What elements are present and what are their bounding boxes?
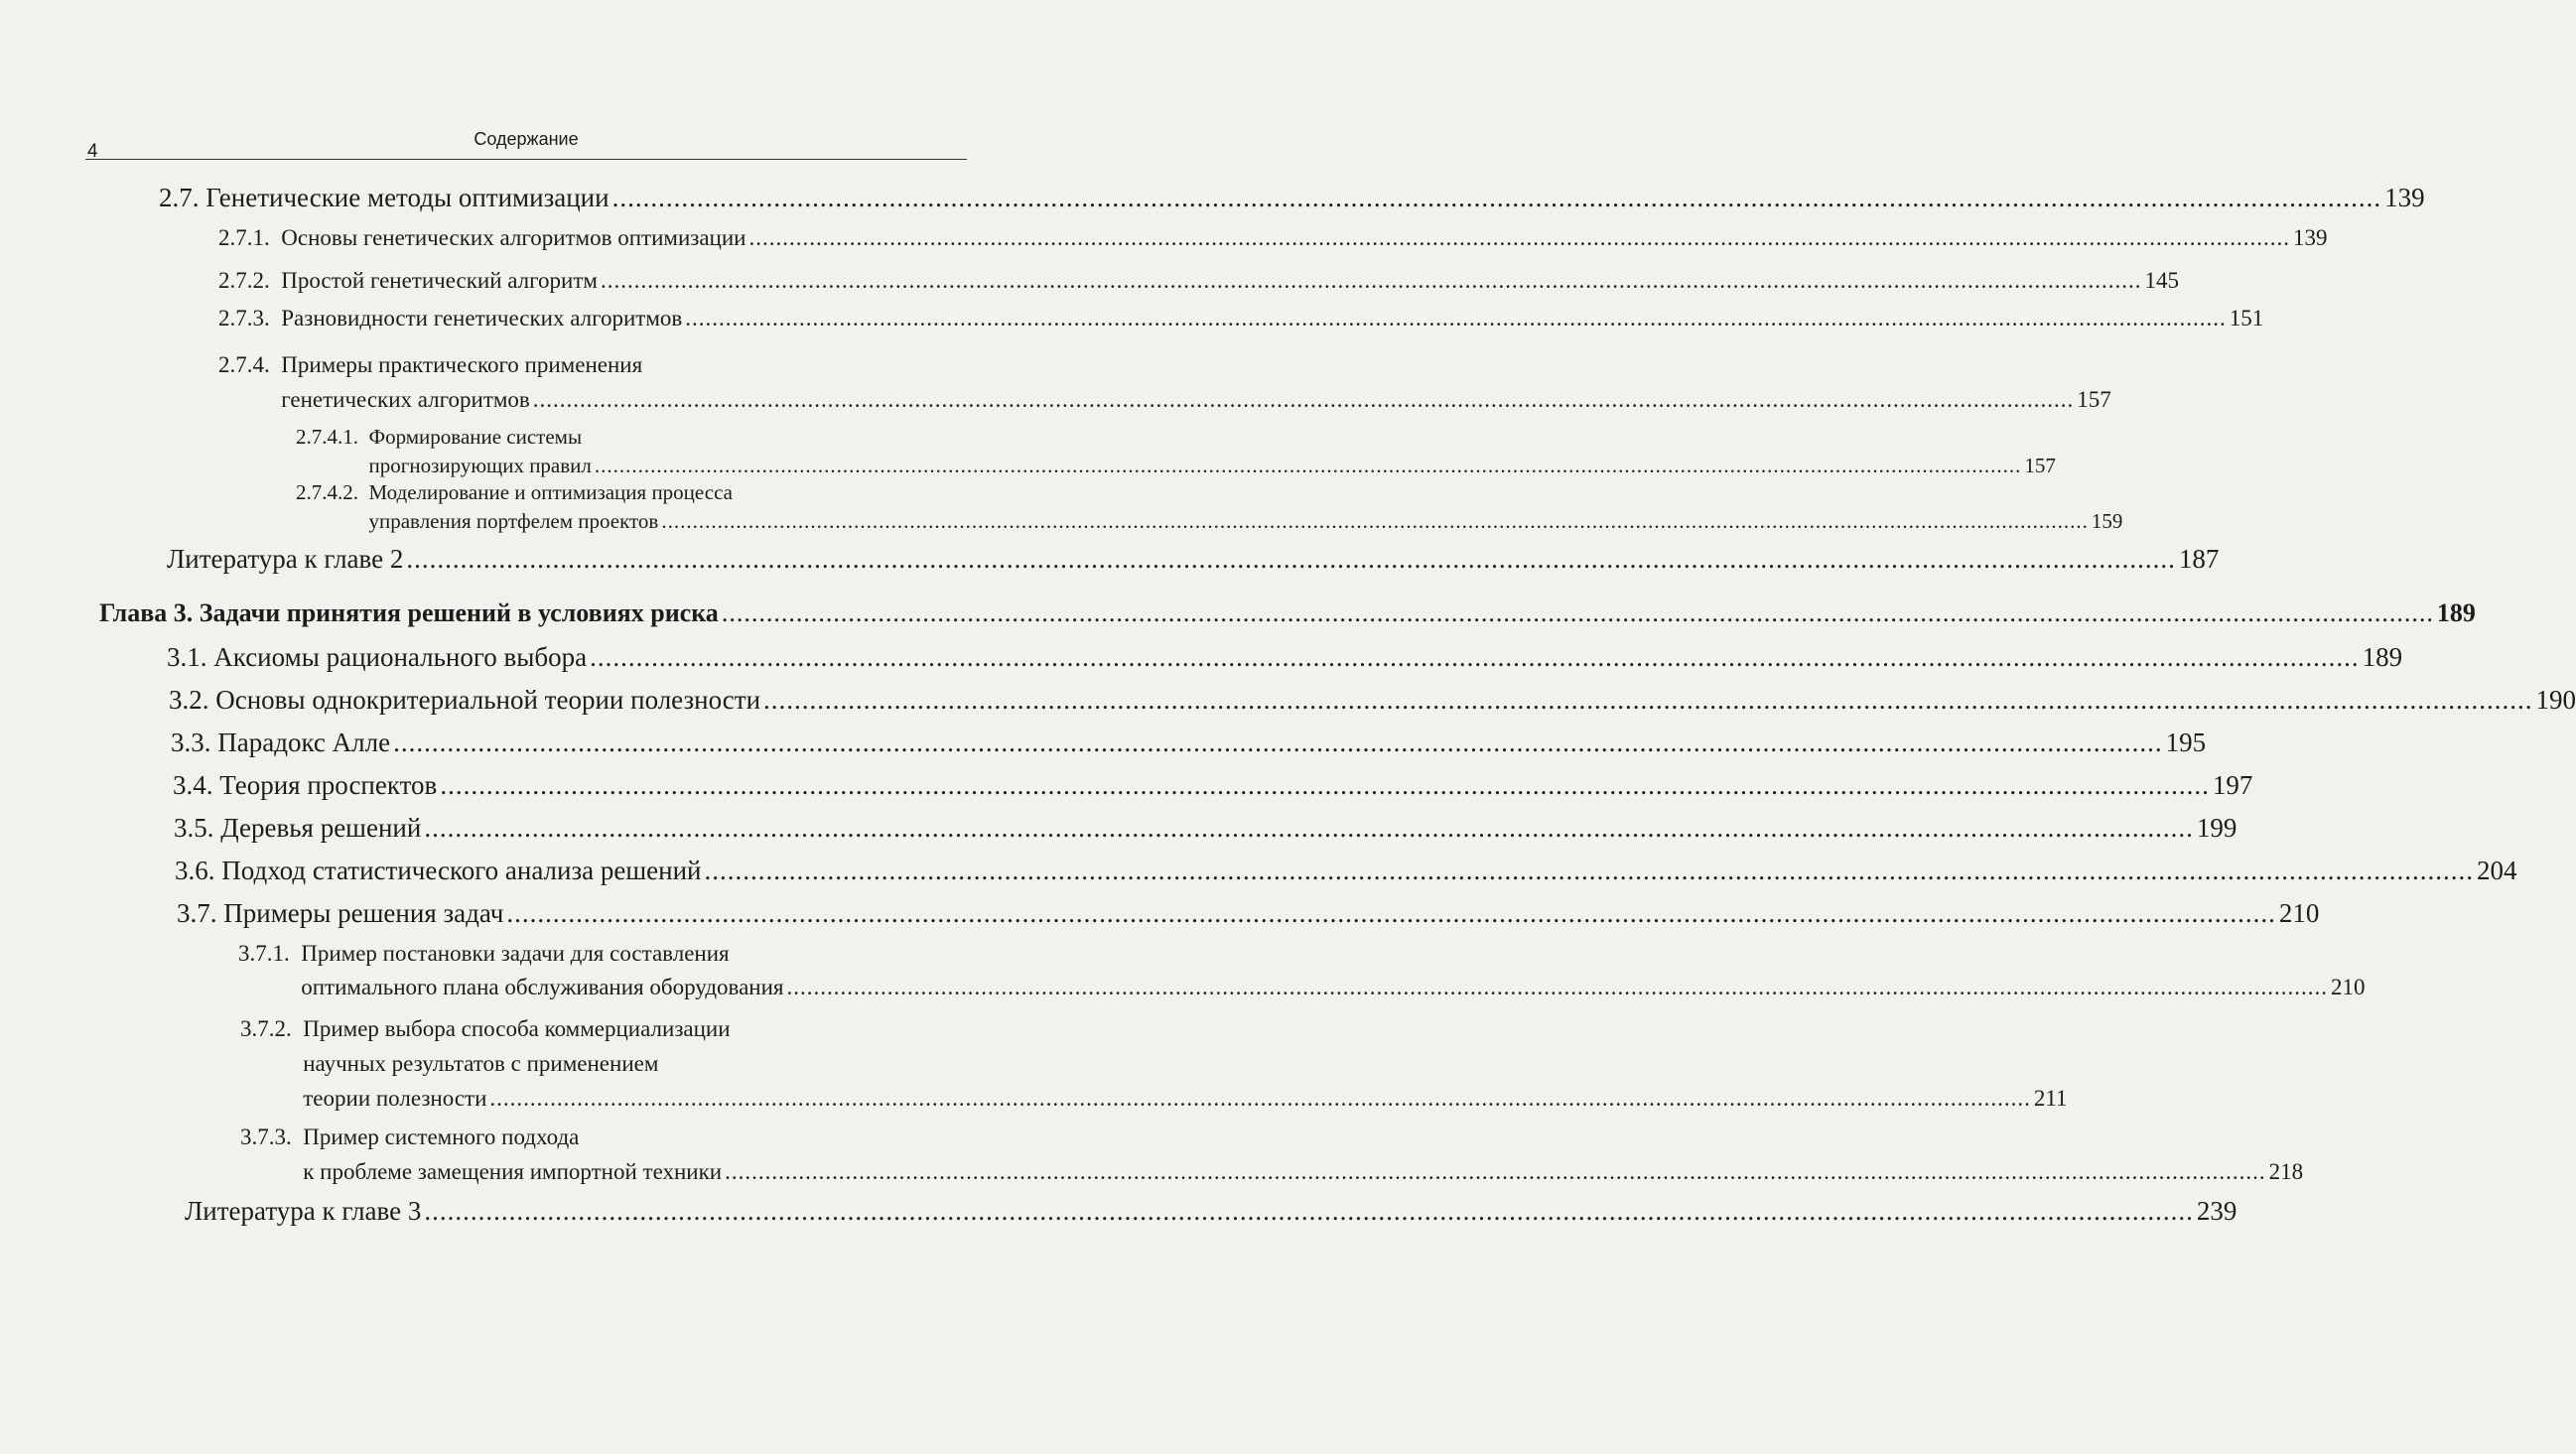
toc-entry-page: 197: [2212, 770, 2253, 800]
dot-leader: [748, 225, 2290, 251]
toc-entry-2-7-3[interactable]: [218, 306, 2264, 331]
toc-entry-page: 195: [2165, 727, 2207, 757]
dot-leader: [612, 183, 2382, 213]
toc-entry-title: Генетические методы оптимизации: [205, 183, 610, 212]
dot-leader: [590, 642, 2360, 673]
toc-entry-number: 2.7.1.: [218, 225, 270, 250]
dot-leader: [533, 382, 2075, 417]
toc-entry-page: 187: [2178, 544, 2220, 574]
dot-leader: [393, 727, 2163, 758]
toc-entry-chapter-3[interactable]: [99, 598, 2476, 628]
toc-entry-title-line2: прогнозирующих правил: [368, 454, 592, 477]
toc-entry-title-line1: Пример системного подхода: [303, 1124, 580, 1149]
dot-leader: [725, 1154, 2266, 1189]
toc-entry-title-line1: Моделирование и оптимизация процесса: [368, 480, 733, 504]
dot-leader: [786, 971, 2328, 1004]
toc-entry-page: 139: [2292, 225, 2328, 250]
toc-entry-title-line2: к проблеме замещения импортной техники: [303, 1159, 723, 1184]
toc-entry-page: 239: [2196, 1196, 2237, 1226]
dot-leader: [763, 685, 2533, 716]
toc-entry-2-7-4-1[interactable]: [296, 423, 2056, 480]
toc-entry-number: 3.1.: [167, 642, 207, 672]
toc-entry-3-6[interactable]: [175, 856, 2517, 886]
toc-entry-page: 210: [2278, 898, 2320, 928]
dot-leader: [406, 544, 2176, 575]
toc-entry-page: 189: [2362, 642, 2403, 672]
toc-entry-title: Деревья решений: [220, 813, 422, 843]
toc-entry-title-line2: управления портфелем проектов: [368, 509, 659, 533]
toc-entry-title-line2: научных результатов с применением: [303, 1051, 659, 1076]
dot-leader: [424, 813, 2194, 844]
toc-entry-page: 189: [2436, 598, 2476, 627]
toc-entry-number: 2.7.2.: [218, 268, 270, 293]
toc-entry-title-line1: Пример постановки задачи для составления: [301, 941, 730, 966]
toc-entry-3-3[interactable]: [171, 727, 2207, 758]
dot-leader: [424, 1196, 2194, 1227]
toc-entry-number: 2.7.: [159, 183, 200, 212]
toc-entry-title: Подход статистического анализа решений: [221, 856, 702, 885]
toc-entry-title: Разновидности генетических алгоритмов: [281, 306, 683, 330]
toc-entry-title: Литература к главе 3: [185, 1196, 422, 1226]
toc-entry-page: 145: [2144, 268, 2179, 293]
toc-entry-title: Основы однокритериальной теории полезности: [215, 685, 761, 715]
page-number: 4: [87, 141, 98, 162]
toc-entry-3-5[interactable]: [174, 813, 2237, 844]
dot-leader: [601, 268, 2142, 294]
toc-entry-title: Парадокс Алле: [217, 727, 391, 757]
dot-leader: [722, 598, 2434, 628]
toc-entry-number: 3.4.: [173, 770, 213, 800]
toc-entry-3-1[interactable]: [167, 642, 2403, 673]
toc-entry-title: Аксиомы рационального выбора: [213, 642, 588, 672]
dot-leader: [661, 507, 2089, 536]
toc-entry-page: 210: [2330, 975, 2366, 999]
toc-entry-3-7[interactable]: [177, 898, 2320, 929]
toc-entry-page: 190: [2535, 685, 2576, 715]
toc-entry-title-line1: Примеры практического применения: [281, 352, 643, 377]
toc-entry-page: 211: [2033, 1086, 2068, 1111]
toc-entry-page: 157: [2077, 387, 2111, 412]
toc-entry-number: 3.7.2.: [240, 1016, 292, 1041]
toc-entry-number: 3.6.: [175, 856, 215, 885]
header-rule: [85, 159, 967, 160]
toc-entry-2-7-1[interactable]: [218, 225, 2328, 251]
dot-leader: [440, 770, 2210, 801]
toc-entry-3-7-1[interactable]: [238, 937, 2366, 1004]
toc-entry-title: Теория проспектов: [219, 770, 438, 800]
toc-entry-number: 2.7.3.: [218, 306, 270, 330]
dot-leader: [506, 898, 2276, 929]
toc-entry-title-line3: теории полезности: [303, 1086, 487, 1111]
toc-entry-number: 3.2.: [169, 685, 209, 715]
toc-entry-page: 199: [2196, 813, 2237, 843]
toc-entry-page: 218: [2268, 1159, 2304, 1184]
toc-chapter-title: Глава 3. Задачи принятия решений в условиях риска: [99, 598, 719, 627]
toc-entry-title-line2: оптимального плана обслуживания оборудования: [301, 975, 784, 999]
toc-entry-page: 159: [2091, 509, 2123, 533]
dot-leader: [595, 452, 2022, 480]
toc-entry-3-7-3[interactable]: [240, 1120, 2304, 1189]
dot-leader: [489, 1081, 2031, 1116]
running-head-title: Содержание: [474, 129, 579, 149]
toc-entry-title-line1: Формирование системы: [368, 425, 583, 449]
toc-entry-page: 157: [2024, 454, 2056, 477]
toc-entry-title: Основы генетических алгоритмов оптимизации: [281, 225, 746, 250]
toc-entry-3-4[interactable]: [173, 770, 2253, 801]
toc-entry-number: 2.7.4.2.: [296, 480, 358, 504]
toc-entry-page: 204: [2476, 856, 2517, 885]
toc-entry-title-line2: генетических алгоритмов: [281, 387, 530, 412]
toc-entry-page: 151: [2229, 306, 2264, 330]
toc-entry-title: Литература к главе 2: [167, 544, 404, 574]
toc-entry-number: 3.7.3.: [240, 1124, 292, 1149]
toc-entry-3-2[interactable]: [169, 685, 2576, 716]
toc-entry-number: 3.3.: [171, 727, 211, 757]
toc-entry-number: 3.7.1.: [238, 941, 290, 966]
toc-entry-number: 3.5.: [174, 813, 214, 843]
toc-entry-2-7[interactable]: [159, 183, 2425, 213]
toc-entry-title: Примеры решения задач: [223, 898, 504, 928]
toc-entry-title: Простой генетический алгоритм: [281, 268, 598, 293]
dot-leader: [704, 856, 2474, 886]
dot-leader: [685, 306, 2227, 331]
toc-entry-page: 139: [2384, 183, 2425, 212]
toc-entry-2-7-2[interactable]: [218, 268, 2179, 294]
toc-entry-number: 2.7.4.1.: [296, 425, 358, 449]
toc-entry-number: 2.7.4.: [218, 352, 270, 377]
toc-entry-2-7-4-2[interactable]: [296, 478, 2123, 536]
toc-entry-number: 3.7.: [177, 898, 217, 928]
toc-entry-2-7-4[interactable]: [218, 347, 2111, 417]
toc-entry-references-ch3[interactable]: [185, 1196, 2237, 1227]
toc-entry-title-line1: Пример выбора способа коммерциализации: [303, 1016, 731, 1041]
toc-entry-references-ch2[interactable]: [167, 544, 2220, 575]
toc-entry-3-7-2[interactable]: [240, 1011, 2068, 1116]
